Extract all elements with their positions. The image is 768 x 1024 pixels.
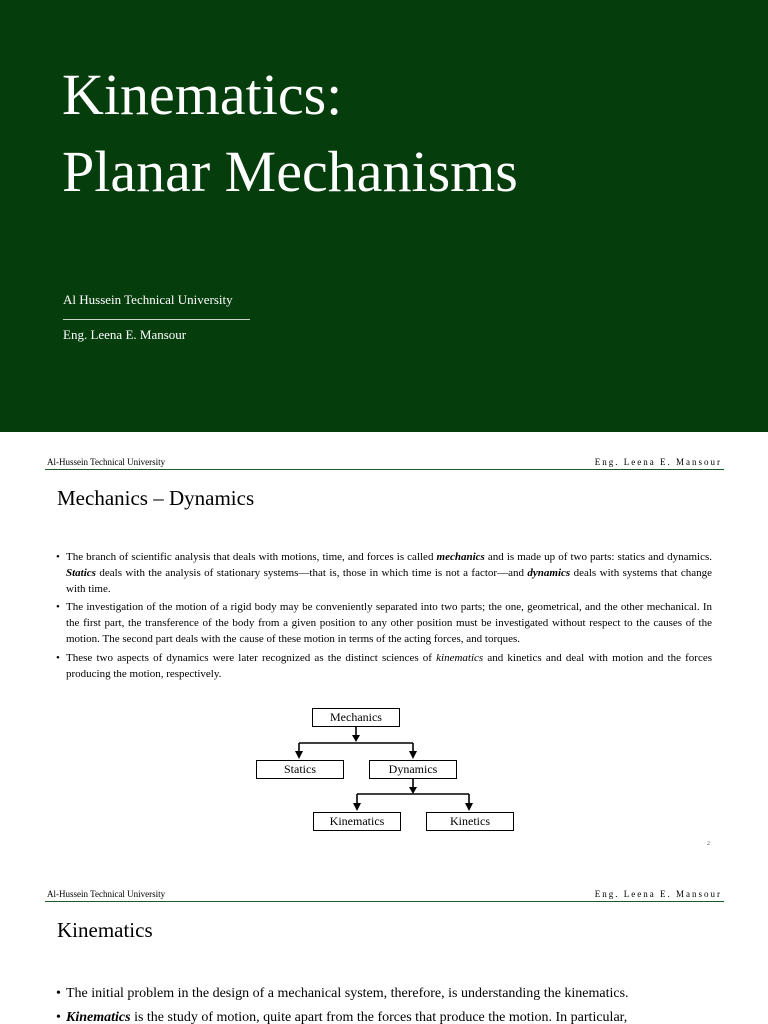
header-author: Eng. Leena E. Mansour [594, 457, 722, 467]
title-slide [0, 0, 768, 432]
diagram-node-kinetics: Kinetics [426, 812, 514, 831]
bullet-text: Statics [66, 566, 96, 579]
slide-kinematics [0, 864, 768, 1024]
diagram-node-mechanics: Mechanics [312, 708, 400, 727]
bullet-item [56, 600, 712, 647]
bullet-text: The initial problem in the design of a mechanical system, therefore, is understanding the kinematics. [66, 986, 629, 1001]
bullet-text: mechanics [436, 551, 485, 563]
header-university: Al-Hussein Technical University [47, 889, 166, 899]
header-author: Eng. Leena E. Mansour [594, 889, 722, 899]
bullet-text: dynamics [527, 566, 571, 579]
bullet-text: These two aspects of dynamics were later recognized as the distinct sciences of [66, 651, 437, 664]
slide-title: Kinematics [57, 918, 153, 942]
bullet-text: and kinetics and deal with motion and the forces producing the motion, respectively. [66, 651, 713, 680]
header-divider [45, 469, 724, 470]
bullet-list [56, 982, 712, 1024]
diagram-node-dynamics: Dynamics [369, 760, 457, 779]
diagram-node-statics: Statics [256, 760, 344, 779]
bullet-text: Kinematics [66, 1010, 131, 1024]
bullet-list [56, 550, 712, 685]
bullet-item [56, 651, 712, 683]
header-divider [45, 901, 724, 902]
title-line-2: Planar Mechanisms [62, 139, 518, 204]
page-number: 2 [707, 841, 710, 847]
bullet-text: The investigation of the motion of a rigid body may be conveniently separated into two parts; the one, geometrical, and the other mechanical. In the first part, the transference of the body from a given position to any other position must be investigated without respect to the causes of the motion. The second part deals with the cause of these motion in terms of the acting forces, and torques. [66, 601, 712, 645]
author-name: Eng. Leena E. Mansour [63, 327, 187, 342]
header-university: Al-Hussein Technical University [47, 457, 166, 467]
bullet-text: deals with the analysis of stationary systems—that is, those in which time is not a factor—and [95, 566, 528, 579]
university-name: Al Hussein Technical University [63, 292, 233, 307]
bullet-item [56, 550, 712, 597]
bullet-text: is the study of motion, quite apart from the forces that produce the motion. In particular, [130, 1010, 628, 1024]
title-line-1: Kinematics: [62, 62, 343, 127]
bullet-item [56, 1006, 712, 1024]
bullet-text: deals with systems that change with time. [66, 566, 712, 595]
title-divider [63, 319, 250, 320]
bullet-item [56, 982, 712, 1006]
slide-title: Mechanics – Dynamics [57, 486, 255, 510]
bullet-text: The branch of scientific analysis that deals with motions, time, and forces is called [66, 551, 437, 563]
bullet-text: kinematics [436, 651, 484, 664]
slide-mechanics-dynamics [0, 432, 768, 864]
diagram-node-kinematics: Kinematics [313, 812, 401, 831]
bullet-text: and is made up of two parts: statics and dynamics. [484, 551, 712, 563]
